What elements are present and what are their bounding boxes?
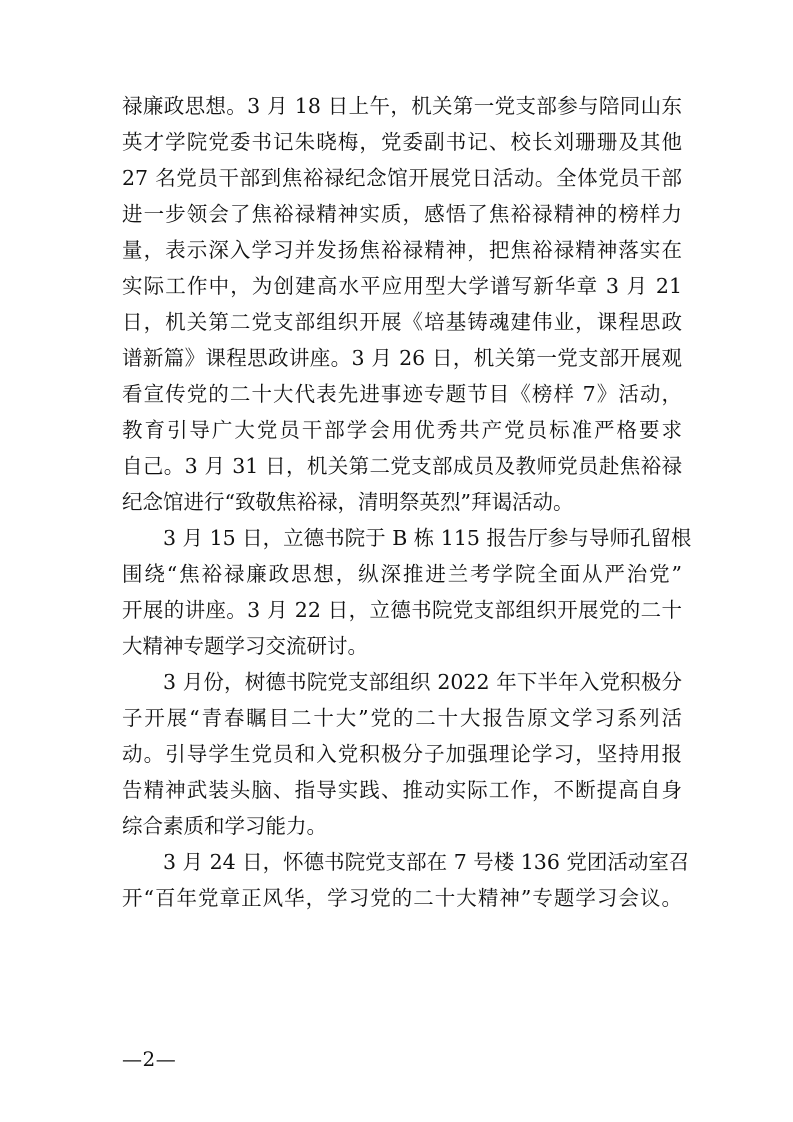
text-line: 大精神专题学习交流研讨。	[122, 634, 368, 658]
text-line: 开展的讲座。3 月 22 日，立德书院党支部组织开展党的二十	[122, 598, 682, 622]
text-line: 教育引导广大党员干部学会用优秀共产党员标准严格要求	[122, 418, 682, 442]
text-line: 告精神武装头脑、指导实践、推动实际工作，不断提高自身	[122, 778, 682, 802]
text-line: 禄廉政思想。3 月 18 日上午，机关第一党支部参与陪同山东	[122, 94, 682, 118]
text-line: 进一步领会了焦裕禄精神实质，感悟了焦裕禄精神的榜样力	[122, 202, 682, 226]
page-number: —2—	[122, 1047, 177, 1071]
text-line: 英才学院党委书记朱晓梅，党委副书记、校长刘珊珊及其他	[122, 130, 682, 154]
text-line: 看宣传党的二十大代表先进事迹专题节目《榜样 7》活动，	[122, 382, 682, 406]
text-line: 纪念馆进行“致敬焦裕禄，清明祭英烈”拜谒活动。	[122, 490, 574, 514]
text-line: 开“百年党章正风华，学习党的二十大精神”专题学习会议。	[122, 886, 682, 910]
text-line: 3 月 24 日，怀德书院党支部在 7 号楼 136 党团活动室召	[163, 850, 690, 874]
text-line: 动。引导学生党员和入党积极分子加强理论学习，坚持用报	[122, 742, 682, 766]
text-line: 谱新篇》课程思政讲座。3 月 26 日，机关第一党支部开展观	[122, 346, 682, 370]
text-line: 自己。3 月 31 日，机关第二党支部成员及教师党员赴焦裕禄	[122, 454, 682, 478]
document-body	[122, 88, 692, 916]
text-line: 子开展“青春瞩目二十大”党的二十大报告原文学习系列活	[122, 706, 682, 730]
text-line: 3 月 15 日，立德书院于 B 栋 115 报告厅参与导师孔留根	[163, 526, 692, 550]
text-line: 日，机关第二党支部组织开展《培基铸魂建伟业，课程思政	[122, 310, 682, 334]
text-line: 3 月份，树德书院党支部组织 2022 年下半年入党积极分	[163, 670, 682, 694]
text-line: 27 名党员干部到焦裕禄纪念馆开展党日活动。全体党员干部	[122, 166, 682, 190]
text-line: 实际工作中，为创建高水平应用型大学谱写新华章 3 月 21	[122, 274, 682, 298]
text-line: 量，表示深入学习并发扬焦裕禄精神，把焦裕禄精神落实在	[122, 238, 682, 262]
text-line: 综合素质和学习能力。	[122, 814, 327, 838]
text-line: 围绕“焦裕禄廉政思想，纵深推进兰考学院全面从严治党”	[122, 562, 682, 586]
